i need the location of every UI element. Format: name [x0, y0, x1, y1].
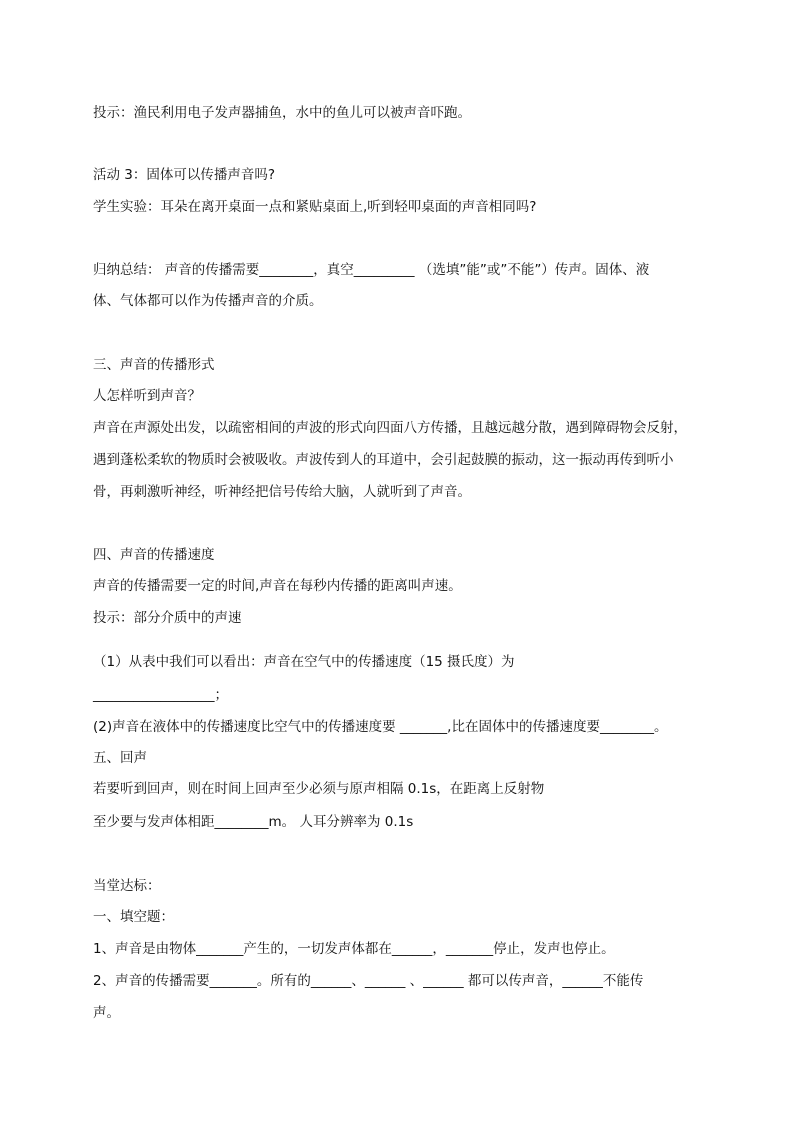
paragraph-line-1: 声音在声源处出发，以疏密相间的声波的形式向四面八方传播，且越远越分散，遇到障碍物会反射， [93, 420, 687, 436]
question-2: (2)声音在液体中的传播速度比空气中的传播速度要 _______,比在固体中的传播速度要________。 [93, 719, 668, 735]
fill-blank-q2-line-1: 2、声音的传播需要_______。所有的______、______ 、______ 都可以传声音，______不能传 [93, 973, 644, 989]
question-1-line-2: __________________； [93, 687, 228, 703]
fill-blank-heading: 一、填空题： [93, 909, 174, 925]
class-practice-heading: 当堂达标： [93, 878, 161, 894]
activity-3-heading: 活动 3：固体可以传播声音吗? [93, 167, 276, 183]
summary-line-1: 归纳总结： 声音的传播需要________，真空_________ （选填”能”或”不能”）传声。固体、液 [93, 262, 650, 278]
paragraph-line-2: 遇到蓬松柔软的物质时会被吸收。声波传到人的耳道中，会引起鼓膜的振动，这一振动再传到听小 [93, 452, 674, 468]
tip-sound-speeds: 投示：部分介质中的声速 [93, 610, 242, 626]
question-1-line-1: （1）从表中我们可以看出：声音在空气中的传播速度（15 摄氏度）为 [93, 654, 515, 670]
section-4-heading: 四、声音的传播速度 [93, 547, 215, 563]
speed-definition: 声音的传播需要一定的时间,声音在每秒内传播的距离叫声速。 [93, 578, 462, 594]
summary-line-2: 体、气体都可以作为传播声音的介质。 [93, 293, 323, 309]
echo-line-1: 若要听到回声，则在时间上回声至少必须与原声相隔 0.1s，在距离上反射物 [93, 781, 545, 797]
section-3-heading: 三、声音的传播形式 [93, 357, 215, 373]
section-5-heading: 五、回声 [93, 750, 147, 766]
paragraph-line-3: 骨，再刺激听神经，听神经把信号传给大脑，人就听到了声音。 [93, 484, 471, 500]
how-hear-question: 人怎样听到声音？ [93, 388, 201, 404]
student-experiment: 学生实验：耳朵在离开桌面一点和紧贴桌面上,听到轻叩桌面的声音相同吗? [93, 199, 537, 215]
fill-blank-q2-line-2: 声。 [93, 1005, 120, 1021]
tip-fishing: 投示：渔民利用电子发声器捕鱼，水中的鱼儿可以被声音吓跑。 [93, 105, 471, 121]
fill-blank-q1: 1、声音是由物体_______产生的，一切发声体都在______，_______停止，发声也停止。 [93, 941, 615, 957]
echo-line-2: 至少要与发声体相距________m。 人耳分辨率为 0.1s [93, 814, 414, 830]
